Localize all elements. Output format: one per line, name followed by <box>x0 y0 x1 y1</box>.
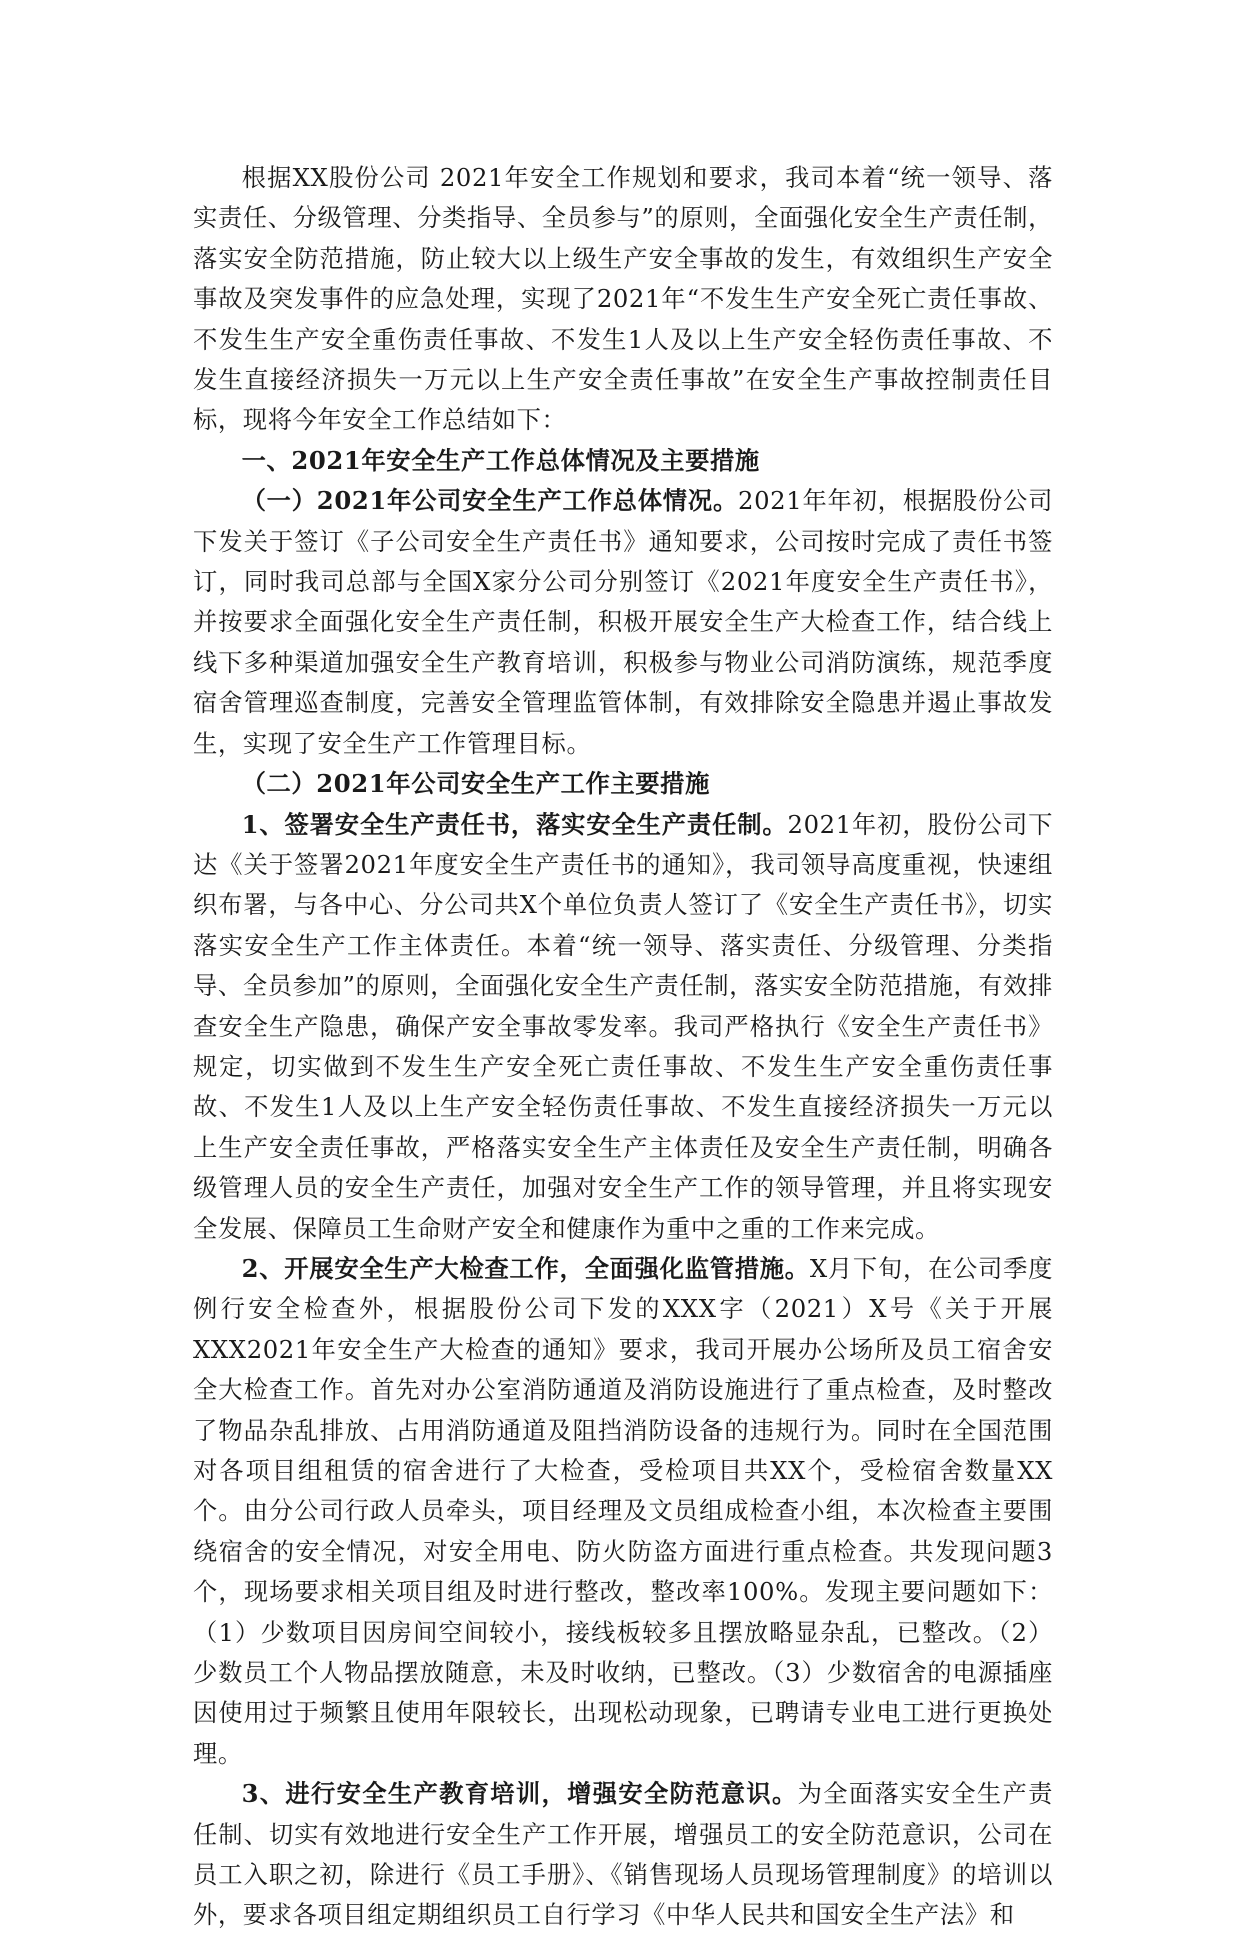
measure-2-paragraph <box>193 1249 1053 1774</box>
measure-1-paragraph <box>193 805 1053 1249</box>
measure-3-paragraph <box>193 1774 1053 1936</box>
section-heading-1: 一、2021年安全生产工作总体情况及主要措施 <box>241 445 760 475</box>
subsection-1-paragraph <box>193 481 1053 764</box>
measure-3-lead: 3、进行安全生产教育培训，增强安全防范意识。 <box>241 1779 798 1809</box>
document-body <box>193 158 1053 1936</box>
subsection-2-heading: （二）2021年公司安全生产工作主要措施 <box>241 769 710 799</box>
measure-1-lead: 1、签署安全生产责任书，落实安全生产责任制。 <box>241 809 788 839</box>
measure-3-body: 为全面落实安全生产责任制、切实有效地进行安全生产工作开展，增强员工的安全防范意识，公司在员工入职之初，除进行《员工手册》、《销售现场人员现场管理制度》的培训以外，要求各项目组定期组织员工自行学习《中华人民共和国安全生产法》和 <box>193 1779 1054 1930</box>
subsection-1-lead: （一）2021年公司安全生产工作总体情况。 <box>241 486 739 516</box>
measure-1-body: 2021年初，股份公司下达《关于签署2021年度安全生产责任书的通知》，我司领导高度重视，快速组织布署，与各中心、分公司共X个单位负责人签订了《安全生产责任书》，切实落实安全生产工作主体责任。本着“统一领导、落实责任、分级管理、分类指导、全员参加”的原则，全面强化安全生产责任制，落实安全防范措施，有效排查安全生产隐患，确保产安全事故零发率。我司严格执行《安全生产责任书》规定，切实做到不发生生产安全死亡责任事故、不发生生产安全重伤责任事故、不发生1人及以上生产安全轻伤责任事故、不发生直接经济损失一万元以上生产安全责任事故，严格落实安全生产主体责任及安全生产责任制，明确各级管理人员的安全生产责任，加强对安全生产工作的领导管理，并且将实现安全发展、保障员工生命财产安全和健康作为重中之重的工作来完成。 <box>193 809 1053 1243</box>
measure-2-lead: 2、开展安全生产大检查工作，全面强化监管措施。 <box>241 1253 810 1283</box>
subsection-1-body: 2021年年初，根据股份公司下发关于签订《子公司安全生产责任书》通知要求，公司按时完成了责任书签订，同时我司总部与全国X家分公司分别签订《2021年度安全生产责任书》，并按要求全面强化安全生产责任制，积极开展安全生产大检查工作，结合线上线下多种渠道加强安全生产教育培训，积极参与物业公司消防演练，规范季度宿舍管理巡查制度，完善安全管理监管体制，有效排除安全隐患并遏止事故发生，实现了安全生产工作管理目标。 <box>193 486 1053 758</box>
measure-2-body: X月下旬，在公司季度例行安全检查外，根据股份公司下发的XXX字（2021）X号《关于开展XXX2021年安全生产大检查的通知》要求，我司开展办公场所及员工宿舍安全大检查工作。首先对办公室消防通道及消防设施进行了重点检查，及时整改了物品杂乱排放、占用消防通道及阻挡消防设备的违规行为。同时在全国范围对各项目组租赁的宿舍进行了大检查，受检项目共XX个，受检宿舍数量XX个。由分公司行政人员牵头，项目经理及文员组成检查小组，本次检查主要围绕宿舍的安全情况，对安全用电、防火防盗方面进行重点检查。共发现问题3个，现场要求相关项目组及时进行整改，整改率100%。发现主要问题如下：（1）少数项目因房间空间较小，接线板较多且摆放略显杂乱，已整改。（2）少数员工个人物品摆放随意，未及时收纳，已整改。（3）少数宿舍的电源插座因使用过于频繁且使用年限较长，出现松动现象，已聘请专业电工进行更换处理。 <box>193 1253 1053 1768</box>
intro-paragraph: 根据XX股份公司 2021年安全工作规划和要求，我司本着“统一领导、落实责任、分级管理、分类指导、全员参与”的原则，全面强化安全生产责任制，落实安全防范措施，防止较大以上级生产安全事故的发生，有效组织生产安全事故及突发事件的应急处理，实现了2021年“不发生生产安全死亡责任事故、不发生生产安全重伤责任事故、不发生1人及以上生产安全轻伤责任事故、不发生直接经济损失一万元以上生产安全责任事故”在安全生产事故控制责任目标，现将今年安全工作总结如下： <box>193 163 1053 435</box>
